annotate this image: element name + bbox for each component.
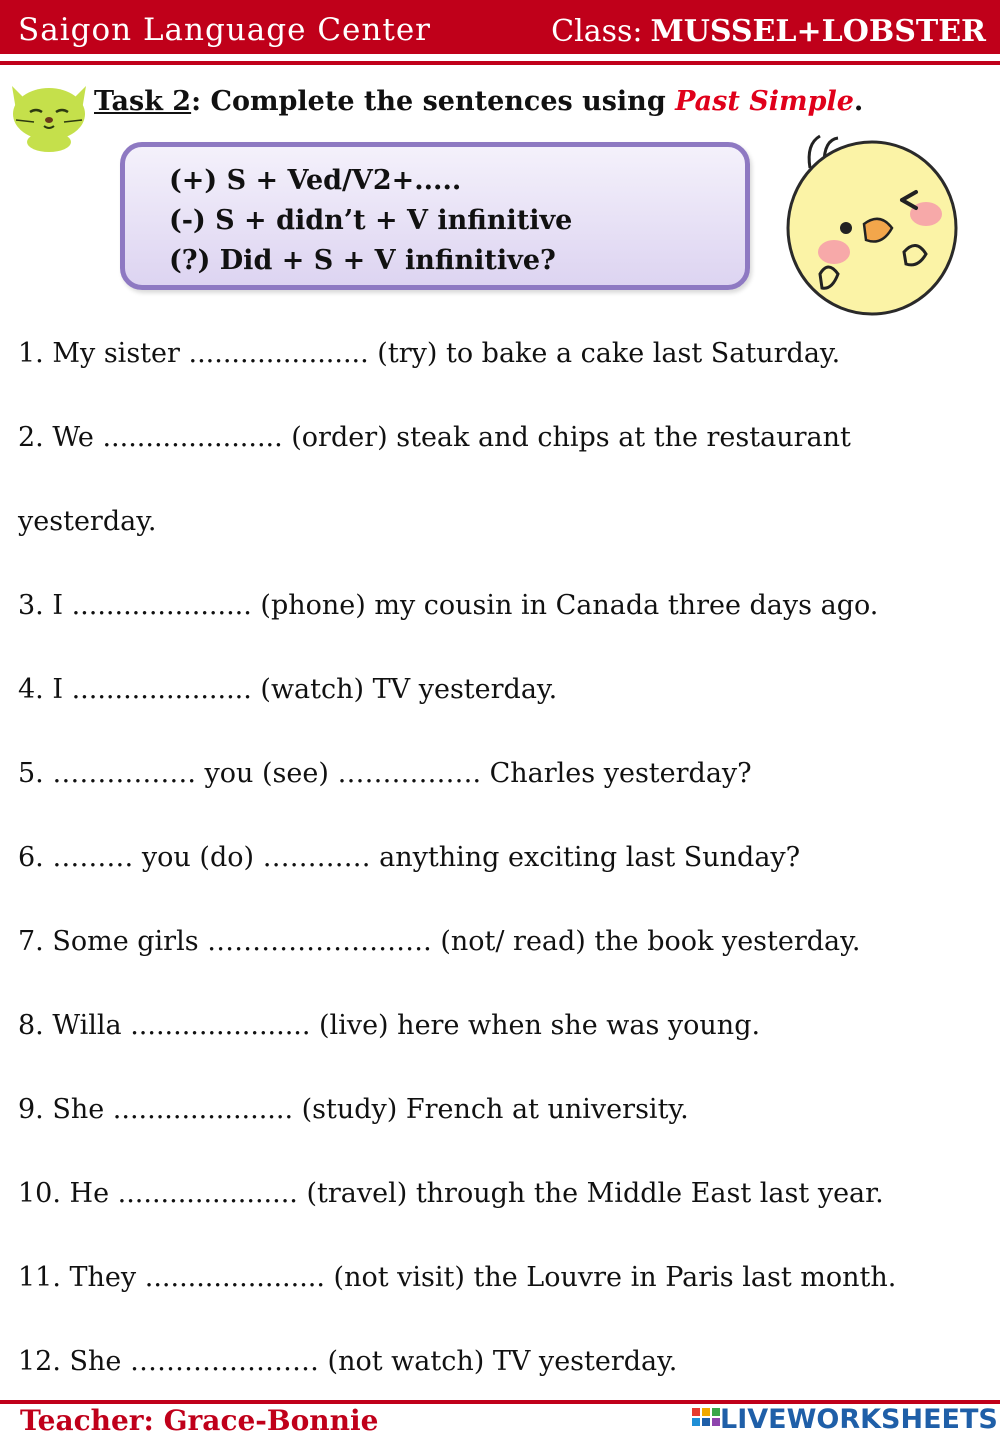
sentence-2: 2. We ..................... (order) steak and chips at the restaurant <box>18 422 851 453</box>
rule-affirmative: (+) S + Ved/V2+..... <box>169 165 462 196</box>
center-name: Saigon Language Center <box>18 12 431 48</box>
sentence-2-cont: yesterday. <box>18 506 157 537</box>
sentence-10: 10. He ..................... (travel) through the Middle East last year. <box>18 1178 884 1209</box>
class-value: MUSSEL+LOBSTER <box>650 14 986 49</box>
task-label: Task 2 <box>94 86 192 117</box>
sentence-5: 5. ……………. you (see) ……………. Charles yesterday? <box>18 758 752 789</box>
class-label: Class: <box>551 14 643 49</box>
sentence-12: 12. She ………………… (not watch) TV yesterday. <box>18 1346 678 1377</box>
sentence-4: 4. I ..................... (watch) TV yesterday. <box>18 674 558 705</box>
task-title <box>94 86 863 117</box>
sentence-1: 1. My sister ..................... (try) to bake a cake last Saturday. <box>18 338 841 369</box>
sentence-3: 3. I ..................... (phone) my cousin in Canada three days ago. <box>18 590 879 621</box>
liveworksheets-logo-icon <box>690 1406 724 1434</box>
sentence-9: 9. She ..................... (study) French at university. <box>18 1094 689 1125</box>
class-info <box>551 14 986 49</box>
grammar-rule-box <box>120 142 750 290</box>
header-divider <box>0 61 1000 65</box>
sentence-6: 6. ……… you (do) ………… anything exciting last Sunday? <box>18 842 801 873</box>
teacher-name: Teacher: Grace-Bonnie <box>20 1404 379 1437</box>
sentence-7: 7. Some girls ……………………. (not/ read) the book yesterday. <box>18 926 861 957</box>
rule-negative: (-) S + didn’t + V infinitive <box>169 205 573 236</box>
rule-question: (?) Did + S + V infinitive? <box>169 245 556 276</box>
task-end: . <box>853 86 864 117</box>
cat-icon <box>6 76 92 152</box>
liveworksheets-brand[interactable]: LIVEWORKSHEETS <box>720 1404 998 1435</box>
task-tense: Past Simple <box>675 86 854 117</box>
sentence-8: 8. Willa ..................... (live) here when she was young. <box>18 1010 761 1041</box>
sentence-11: 11. They ..................... (not visit) the Louvre in Paris last month. <box>18 1262 897 1293</box>
task-instruction: : Complete the sentences using <box>191 86 676 117</box>
chick-icon <box>780 128 960 318</box>
